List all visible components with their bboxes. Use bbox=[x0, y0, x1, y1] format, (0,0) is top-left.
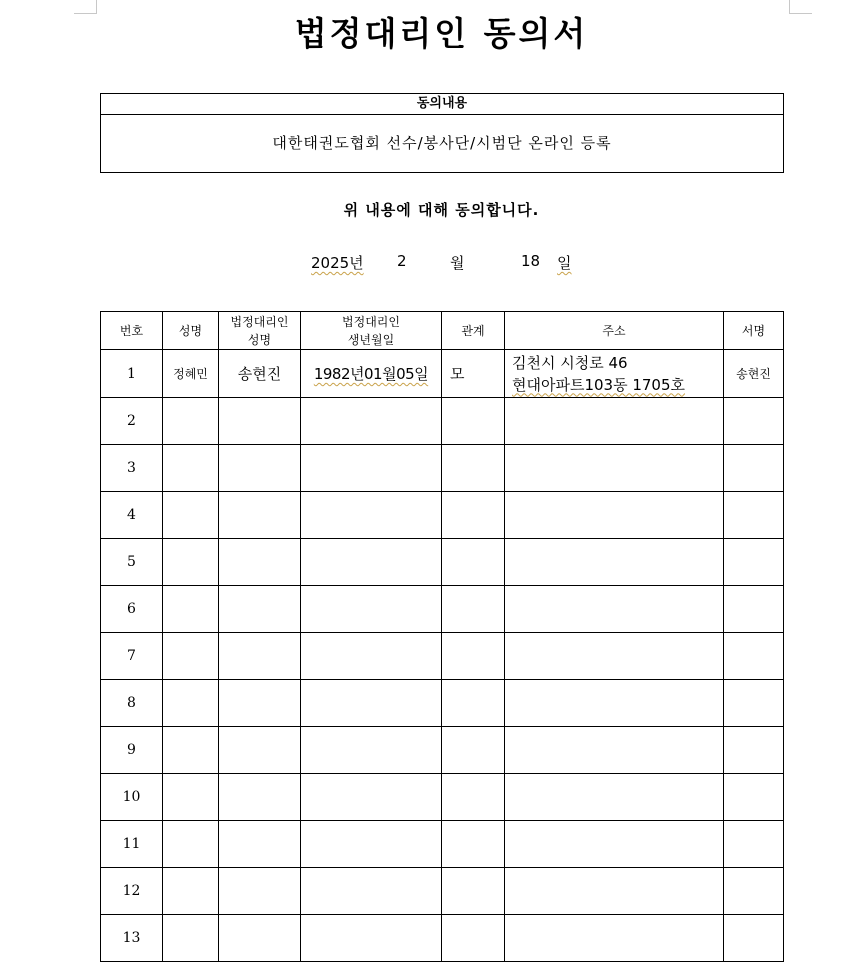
cell-signature bbox=[724, 398, 784, 445]
cell-guardian-dob bbox=[301, 445, 442, 492]
table-header-row bbox=[101, 312, 784, 350]
agreement-statement: 위 내용에 대해 동의합니다. bbox=[343, 201, 540, 219]
cell-guardian-dob bbox=[301, 868, 442, 915]
cell-no: 3 bbox=[101, 445, 163, 492]
table-row bbox=[101, 633, 784, 680]
table-row bbox=[101, 445, 784, 492]
date-day: 18 bbox=[521, 252, 541, 270]
cell-name bbox=[163, 680, 219, 727]
cell-relation bbox=[442, 445, 505, 492]
table-row bbox=[101, 821, 784, 868]
table-row bbox=[101, 398, 784, 445]
cell-relation bbox=[442, 398, 505, 445]
cell-guardian-dob bbox=[301, 398, 442, 445]
cell-address bbox=[505, 492, 724, 539]
header-relation: 관계 bbox=[442, 312, 505, 350]
cell-guardian-name bbox=[219, 586, 301, 633]
cell-guardian-name bbox=[219, 445, 301, 492]
cell-address bbox=[505, 821, 724, 868]
date-day-unit: 일 bbox=[557, 254, 572, 272]
cell-guardian-name bbox=[219, 539, 301, 586]
cell-guardian-name bbox=[219, 680, 301, 727]
cell-signature bbox=[724, 445, 784, 492]
cell-name bbox=[163, 774, 219, 821]
table-row bbox=[101, 774, 784, 821]
cell-name bbox=[163, 398, 219, 445]
cell-guardian-dob bbox=[301, 633, 442, 680]
cell-signature bbox=[724, 633, 784, 680]
cell-no: 4 bbox=[101, 492, 163, 539]
cell-name bbox=[163, 727, 219, 774]
cell-name bbox=[163, 586, 219, 633]
cell-address bbox=[505, 539, 724, 586]
header-guardian-name-line2: 성명 bbox=[247, 332, 272, 347]
header-guardian-name-line1: 법정대리인 bbox=[230, 314, 289, 329]
cell-address bbox=[505, 633, 724, 680]
cell-guardian-dob bbox=[301, 492, 442, 539]
cell-guardian-dob bbox=[301, 727, 442, 774]
cell-name bbox=[163, 821, 219, 868]
date-month: 2 bbox=[397, 252, 407, 270]
consent-header: 동의내용 bbox=[101, 94, 783, 115]
date-year: 2025년 bbox=[311, 254, 364, 272]
cell-name bbox=[163, 539, 219, 586]
table-row bbox=[101, 915, 784, 962]
cell-no: 6 bbox=[101, 586, 163, 633]
cell-no: 9 bbox=[101, 727, 163, 774]
cell-no: 2 bbox=[101, 398, 163, 445]
cell-guardian-name bbox=[219, 774, 301, 821]
cell-guardian-name bbox=[219, 868, 301, 915]
cell-guardian-dob bbox=[301, 915, 442, 962]
guardian-roster-table bbox=[100, 311, 784, 962]
cell-guardian-dob bbox=[301, 680, 442, 727]
cell-name bbox=[163, 445, 219, 492]
consent-box bbox=[100, 93, 784, 173]
cell-guardian-name bbox=[219, 398, 301, 445]
cell-address bbox=[505, 915, 724, 962]
table-row bbox=[101, 350, 784, 398]
cell-relation bbox=[442, 633, 505, 680]
header-address: 주소 bbox=[505, 312, 724, 350]
table-row bbox=[101, 586, 784, 633]
cell-guardian-name bbox=[219, 633, 301, 680]
consent-body: 대한태권도협회 선수/봉사단/시범단 온라인 등록 bbox=[272, 134, 612, 152]
header-guardian-dob-line1: 법정대리인 bbox=[342, 314, 400, 329]
cell-name bbox=[163, 633, 219, 680]
cell-name: 정혜민 bbox=[163, 350, 219, 398]
cell-no: 12 bbox=[101, 868, 163, 915]
cell-guardian-name bbox=[219, 821, 301, 868]
cell-relation bbox=[442, 539, 505, 586]
table-row bbox=[101, 727, 784, 774]
cell-guardian-name bbox=[219, 915, 301, 962]
cell-signature: 송현진 bbox=[724, 350, 784, 398]
cell-address-line1: 김천시 시청로 46 bbox=[512, 353, 628, 372]
cell-no: 1 bbox=[101, 350, 163, 398]
cell-relation bbox=[442, 680, 505, 727]
cell-guardian-name bbox=[219, 492, 301, 539]
document-title: 법정대리인 동의서 bbox=[294, 14, 589, 53]
table-row bbox=[101, 539, 784, 586]
cell-address bbox=[505, 398, 724, 445]
cell-signature bbox=[724, 915, 784, 962]
cell-signature bbox=[724, 774, 784, 821]
cell-address bbox=[505, 350, 724, 398]
cell-name bbox=[163, 915, 219, 962]
cell-name bbox=[163, 868, 219, 915]
cell-signature bbox=[724, 680, 784, 727]
header-guardian-name bbox=[219, 312, 301, 350]
cell-no: 7 bbox=[101, 633, 163, 680]
cell-relation bbox=[442, 492, 505, 539]
cell-name bbox=[163, 492, 219, 539]
cell-relation bbox=[442, 868, 505, 915]
cell-guardian-dob: 1982년01월05일 bbox=[301, 350, 442, 398]
cell-signature bbox=[724, 868, 784, 915]
cell-signature bbox=[724, 539, 784, 586]
cell-relation: 모 bbox=[442, 350, 505, 398]
cell-guardian-name bbox=[219, 727, 301, 774]
cell-signature bbox=[724, 727, 784, 774]
cell-guardian-dob bbox=[301, 774, 442, 821]
table-row bbox=[101, 868, 784, 915]
cell-guardian-dob bbox=[301, 586, 442, 633]
cell-no: 10 bbox=[101, 774, 163, 821]
header-guardian-dob bbox=[301, 312, 442, 350]
cell-address bbox=[505, 680, 724, 727]
cell-no: 8 bbox=[101, 680, 163, 727]
cell-signature bbox=[724, 492, 784, 539]
cell-guardian-dob bbox=[301, 821, 442, 868]
cell-signature bbox=[724, 586, 784, 633]
date-month-unit: 월 bbox=[450, 254, 465, 272]
cell-relation bbox=[442, 915, 505, 962]
cell-relation bbox=[442, 727, 505, 774]
cell-signature bbox=[724, 821, 784, 868]
cell-address bbox=[505, 727, 724, 774]
table-row bbox=[101, 680, 784, 727]
cell-no: 5 bbox=[101, 539, 163, 586]
cell-address bbox=[505, 445, 724, 492]
header-signature: 서명 bbox=[724, 312, 784, 350]
cell-relation bbox=[442, 774, 505, 821]
cell-no: 11 bbox=[101, 821, 163, 868]
table-row bbox=[101, 492, 784, 539]
cell-address bbox=[505, 586, 724, 633]
cell-address bbox=[505, 774, 724, 821]
cell-relation bbox=[442, 821, 505, 868]
cell-guardian-dob bbox=[301, 539, 442, 586]
cell-no: 13 bbox=[101, 915, 163, 962]
cell-guardian-name: 송현진 bbox=[219, 350, 301, 398]
cell-address-line2: 현대아파트103동 1705호 bbox=[512, 375, 686, 394]
header-guardian-dob-line2: 생년월일 bbox=[347, 332, 395, 347]
header-name: 성명 bbox=[163, 312, 219, 350]
cell-address bbox=[505, 868, 724, 915]
cell-relation bbox=[442, 586, 505, 633]
header-no: 번호 bbox=[101, 312, 163, 350]
